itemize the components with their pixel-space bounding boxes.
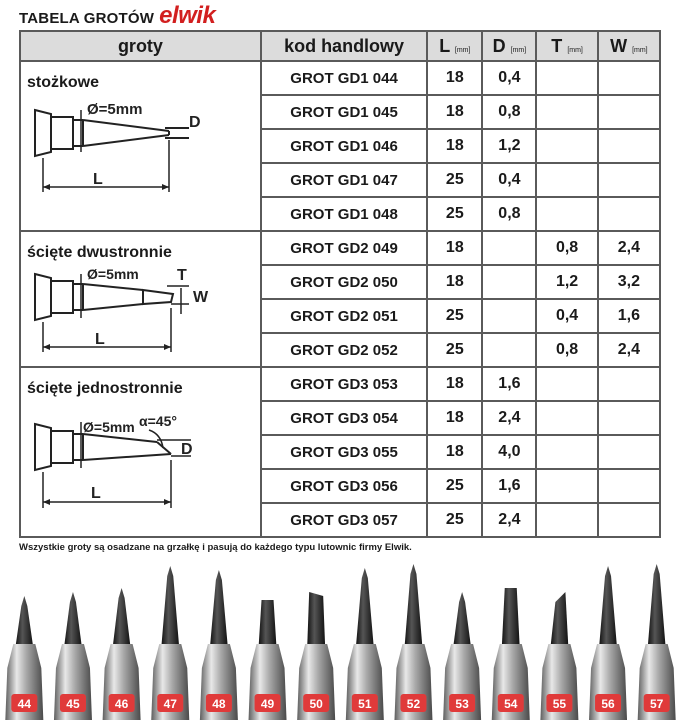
tip-point: [648, 564, 666, 648]
tip-number-label: 49: [260, 697, 275, 711]
l-cell: 18: [427, 129, 482, 163]
l-cell: 25: [427, 197, 482, 231]
w-cell: 1,6: [598, 299, 660, 333]
group-name: ścięte dwustronnie: [27, 244, 172, 261]
header-L-label: L: [439, 35, 450, 56]
tip-point: [210, 570, 228, 648]
code-cell: GROT GD2 052: [261, 333, 427, 367]
tip-48: [200, 570, 238, 720]
t-cell: [536, 95, 597, 129]
l-cell: 25: [427, 469, 482, 503]
code-cell: GROT GD2 049: [261, 231, 427, 265]
w-cell: [598, 163, 660, 197]
tip-point: [259, 600, 277, 648]
code-cell: GROT GD2 051: [261, 299, 427, 333]
header-D: [482, 31, 536, 61]
w-cell: 3,2: [598, 265, 660, 299]
tip-point: [307, 592, 325, 648]
tip-number-label: 53: [455, 697, 469, 711]
header-D-label: D: [492, 35, 506, 56]
header-L-unit: [mm]: [454, 46, 471, 54]
header-W-unit: [mm]: [632, 46, 648, 54]
d-cell: 0,8: [482, 95, 536, 129]
tip-50: [297, 592, 335, 720]
l-cell: 18: [427, 265, 482, 299]
code-cell: GROT GD3 057: [261, 503, 427, 537]
code-cell: GROT GD1 047: [261, 163, 427, 197]
tip-point: [64, 592, 82, 648]
header-row: [20, 31, 660, 61]
l-cell: 18: [427, 95, 482, 129]
d-cell: [482, 299, 536, 333]
tip-point: [404, 564, 422, 648]
l-cell: 25: [427, 503, 482, 537]
l-label: L: [95, 331, 105, 348]
t-label: T: [177, 267, 187, 284]
tip-55: [540, 592, 578, 720]
header-W-label: W: [610, 35, 628, 56]
code-cell: GROT GD3 056: [261, 469, 427, 503]
tip-point: [550, 592, 568, 648]
tip-point: [502, 588, 520, 648]
d-cell: 1,2: [482, 129, 536, 163]
tip-number-label: 45: [66, 697, 80, 711]
tip-point: [15, 596, 33, 648]
t-cell: [536, 197, 597, 231]
tip-44: [5, 596, 43, 720]
d-cell: [482, 333, 536, 367]
tip-number-label: 54: [504, 697, 518, 711]
w-cell: 2,4: [598, 231, 660, 265]
l-cell: 18: [427, 401, 482, 435]
tip-46: [103, 588, 141, 720]
tip-point: [161, 566, 179, 648]
d-cell: 0,4: [482, 163, 536, 197]
tip-56: [589, 566, 627, 720]
tip-point: [113, 588, 131, 648]
w-cell: [598, 469, 660, 503]
d-cell: 0,4: [482, 61, 536, 95]
w-cell: 2,4: [598, 333, 660, 367]
tip-point: [453, 592, 471, 648]
diameter-label: Ø=5mm: [87, 101, 143, 118]
w-cell: [598, 367, 660, 401]
w-cell: [598, 435, 660, 469]
w-cell: [598, 95, 660, 129]
tip-number-label: 47: [163, 697, 177, 711]
d-cell: 0,8: [482, 197, 536, 231]
title-text: TABELA GROTÓW: [19, 10, 155, 27]
tip-49: [249, 600, 287, 720]
tip-52: [394, 564, 432, 720]
w-cell: [598, 129, 660, 163]
t-cell: [536, 503, 597, 537]
w-cell: [598, 503, 660, 537]
code-cell: GROT GD1 048: [261, 197, 427, 231]
diameter-label: Ø=5mm: [83, 419, 135, 435]
tips-table: [19, 30, 661, 538]
tips-photo-strip: [0, 556, 681, 720]
table-title: [19, 2, 215, 28]
header-W: [598, 31, 660, 61]
tip-point: [356, 568, 374, 648]
d-cell: 2,4: [482, 401, 536, 435]
angle-label: α=45°: [139, 413, 177, 429]
tip-number-label: 46: [114, 697, 129, 711]
d-cell: [482, 265, 536, 299]
tip-47: [151, 566, 189, 720]
d-label: D: [181, 441, 193, 458]
w-label: W: [193, 289, 209, 306]
code-cell: GROT GD3 053: [261, 367, 427, 401]
code-cell: GROT GD1 045: [261, 95, 427, 129]
tip-number-label: 57: [649, 697, 664, 711]
double-bevel-tip-diagram: [21, 232, 253, 364]
d-cell: 2,4: [482, 503, 536, 537]
w-cell: [598, 61, 660, 95]
header-groty: groty: [20, 31, 261, 61]
tip-45: [54, 592, 92, 720]
l-cell: 25: [427, 333, 482, 367]
w-cell: [598, 197, 660, 231]
tip-number-label: 44: [17, 697, 32, 711]
diameter-label: Ø=5mm: [87, 266, 139, 282]
header-L: [427, 31, 482, 61]
header-T-label: T: [551, 35, 563, 56]
group-name: stożkowe: [27, 74, 100, 91]
tip-number-label: 52: [406, 697, 421, 711]
code-cell: GROT GD1 046: [261, 129, 427, 163]
tip-number-label: 55: [552, 697, 567, 711]
tip-number-label: 56: [601, 697, 615, 711]
tip-number-label: 51: [358, 697, 372, 711]
t-cell: 0,8: [536, 333, 597, 367]
d-cell: 1,6: [482, 469, 536, 503]
brand-logo: elwik: [159, 2, 216, 29]
tip-53: [443, 592, 481, 720]
d-cell: 4,0: [482, 435, 536, 469]
table-row: [20, 231, 660, 265]
l-cell: 18: [427, 231, 482, 265]
conical-tip-diagram: [21, 62, 253, 228]
t-cell: [536, 435, 597, 469]
code-cell: GROT GD2 050: [261, 265, 427, 299]
header-T-unit: [mm]: [567, 46, 583, 54]
t-cell: 0,8: [536, 231, 597, 265]
t-cell: [536, 61, 597, 95]
tip-54: [492, 588, 530, 720]
group-name: ścięte jednostronnie: [27, 380, 183, 397]
t-cell: [536, 401, 597, 435]
l-cell: 25: [427, 163, 482, 197]
t-cell: 1,2: [536, 265, 597, 299]
d-cell: 1,6: [482, 367, 536, 401]
code-cell: GROT GD3 054: [261, 401, 427, 435]
tip-number-label: 50: [309, 697, 323, 711]
t-cell: [536, 163, 597, 197]
w-cell: [598, 401, 660, 435]
tip-number-label: 48: [212, 697, 226, 711]
group-sciete-dwustronnie: [20, 231, 261, 367]
code-cell: GROT GD3 055: [261, 435, 427, 469]
l-cell: 18: [427, 435, 482, 469]
tip-57: [638, 564, 676, 720]
tip-51: [346, 568, 384, 720]
group-sciete-jednostronnie: [20, 367, 261, 537]
l-label: L: [93, 171, 103, 188]
l-cell: 25: [427, 299, 482, 333]
t-cell: [536, 367, 597, 401]
header-D-unit: [mm]: [510, 46, 527, 54]
t-cell: 0,4: [536, 299, 597, 333]
d-cell: [482, 231, 536, 265]
code-cell: GROT GD1 044: [261, 61, 427, 95]
l-cell: 18: [427, 61, 482, 95]
t-cell: [536, 129, 597, 163]
group-stozkowe: [20, 61, 261, 231]
table-row: [20, 61, 660, 95]
header-kod: kod handlowy: [261, 31, 427, 61]
l-label: L: [91, 485, 101, 502]
d-label: D: [189, 114, 201, 131]
footer-note: Wszystkie groty są osadzane na grzałkę i pasują do każdego typu lutownic firmy Elwik.: [19, 542, 412, 553]
table-row: [20, 367, 660, 401]
t-cell: [536, 469, 597, 503]
header-T: [536, 31, 597, 61]
l-cell: 18: [427, 367, 482, 401]
tip-point: [599, 566, 617, 648]
single-bevel-tip-diagram: [21, 368, 253, 534]
